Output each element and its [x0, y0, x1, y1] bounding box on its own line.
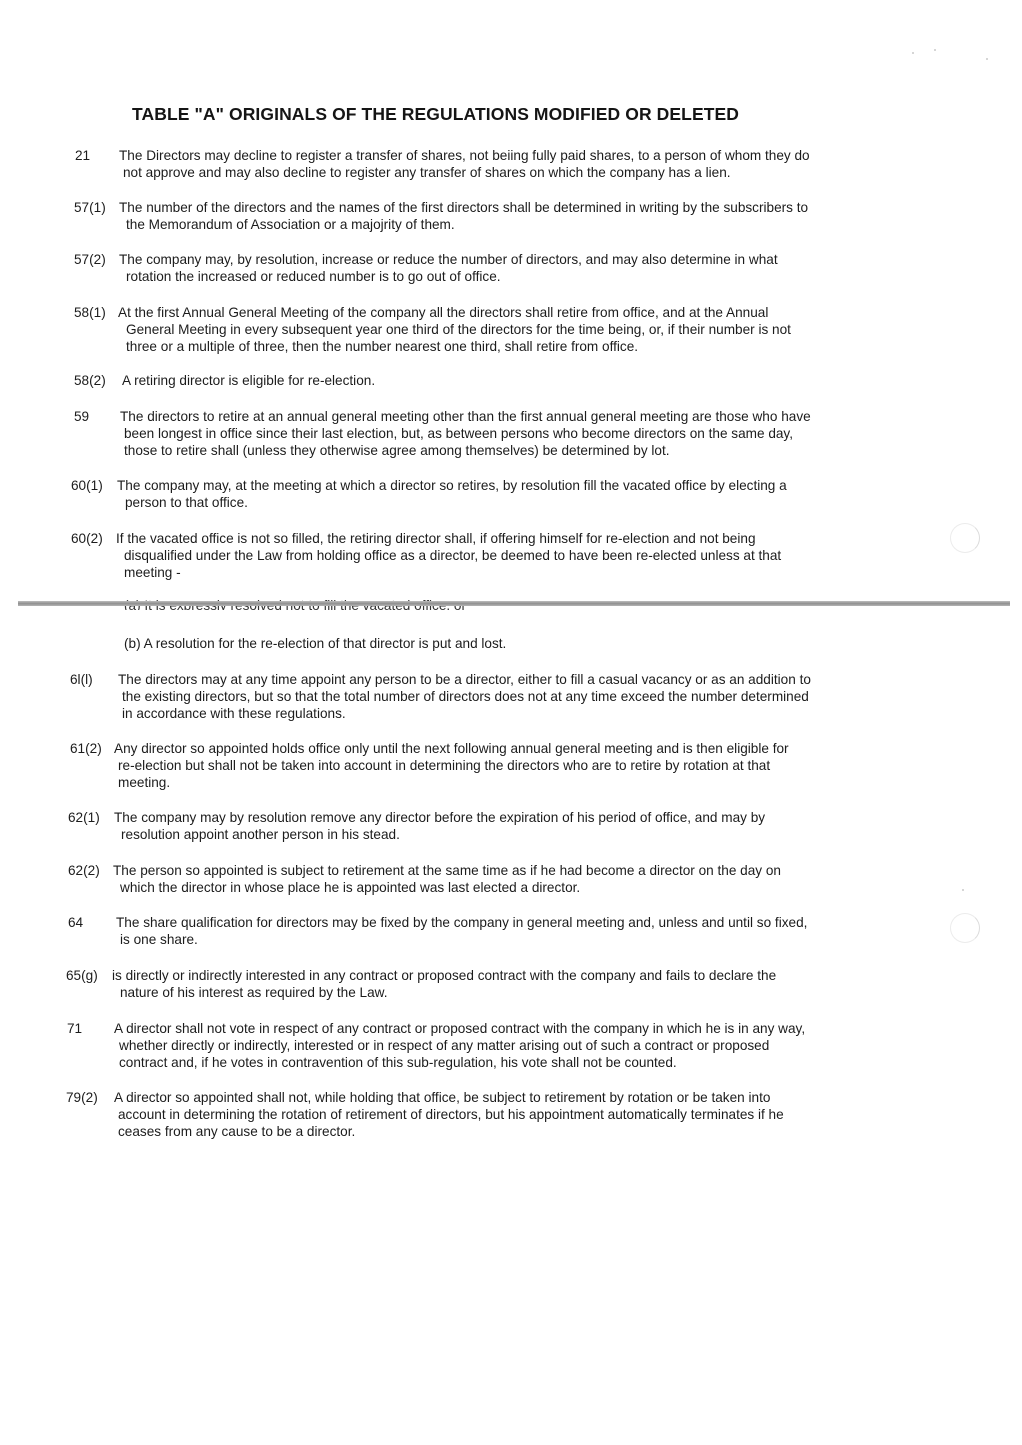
regulation-text: The company may, by resolution, increase or reduce the number of directors, and may also determine in what [119, 252, 778, 267]
regulation-text-continued: been longest in office since their last election, but, as between persons who become directors on the same day, those to retire shall (unless they otherwise agree among themselves) be determined by lot. [124, 426, 794, 458]
regulation-text: The directors may at any time appoint any person to be a director, either to fill a casual vacancy or as an addition to [118, 672, 811, 687]
regulation-text-continued: General Meeting in every subsequent year one third of the directors for the time being, or, if their number is not three or a multiple of three, then the number nearest one third, shall retire from office. [126, 322, 791, 354]
regulation-text-continued: whether directly or indirectly, interested or in respect of any matter arising out of such a contract or proposed contract and, if he votes in contravention of this sub-regulation, his vote shall not be counted. [119, 1038, 770, 1070]
regulation-number: 60(1) [71, 478, 103, 493]
regulation-text: The share qualification for directors may be fixed by the company in general meeting and, unless and until so fixed, [116, 915, 808, 930]
regulation-number: 60(2) [71, 531, 103, 546]
regulation-text: A retiring director is eligible for re-election. [122, 373, 376, 388]
punch-hole-mark [950, 523, 980, 553]
regulation-text: The company may, at the meeting at which a director so retires, by resolution fill the vacated office by electing a [117, 478, 787, 493]
regulation-number: 58(2) [74, 373, 106, 388]
sub-item-b: (b) A resolution for the re-election of that director is put and lost. [124, 636, 507, 651]
regulation-text-continued: resolution appoint another person in his stead. [121, 827, 400, 842]
scan-speck [912, 52, 914, 54]
regulation-number: 62(1) [68, 810, 100, 825]
regulation-text-continued: is one share. [120, 932, 198, 947]
regulation-text: The company may by resolution remove any director before the expiration of his period of office, and may by [114, 810, 766, 825]
scan-artifact-bar [18, 601, 1010, 606]
regulation-number: 61(2) [70, 741, 102, 756]
regulation-number: 57(2) [74, 252, 106, 267]
regulation-number: 71 [67, 1021, 83, 1036]
scan-speck [986, 58, 988, 60]
regulation-number: 79(2) [66, 1090, 98, 1105]
scan-speck [962, 889, 964, 891]
regulation-text: is directly or indirectly interested in any contract or proposed contract with the company and fails to declare the [112, 968, 777, 983]
regulation-text: If the vacated office is not so filled, the retiring director shall, if offering himself for re-election and not being [116, 531, 756, 546]
regulation-text: The number of the directors and the names of the first directors shall be determined in writing by the subscribers to [119, 200, 809, 215]
regulation-text: The directors to retire at an annual general meeting other than the first annual general meeting are those who have [120, 409, 811, 424]
regulation-text-continued: rotation the increased or reduced number is to go out of office. [126, 269, 501, 284]
regulation-text-continued: which the director in whose place he is appointed was last elected a director. [120, 880, 581, 895]
regulation-text: A director so appointed shall not, while holding that office, be subject to retirement by rotation or be taken into [114, 1090, 771, 1105]
regulation-number: 57(1) [74, 200, 106, 215]
regulation-number: 58(1) [74, 305, 106, 320]
scan-speck [934, 49, 936, 51]
regulation-number: 62(2) [68, 863, 100, 878]
regulation-text-continued: disqualified under the Law from holding office as a director, be deemed to have been re-elected unless at that meeting - [124, 548, 782, 580]
regulation-number: 6l(l) [70, 672, 93, 687]
regulation-text: At the first Annual General Meeting of the company all the directors shall retire from office, and at the Annual [118, 305, 769, 320]
regulation-text-continued: not approve and may also decline to register any transfer of shares on which the company has a lien. [123, 165, 731, 180]
regulation-text-continued: re-election but shall not be taken into account in determining the directors who are to retire by rotation at that meeting. [118, 758, 771, 790]
regulation-text: Any director so appointed holds office only until the next following annual general meeting and is then eligible for [114, 741, 789, 756]
regulation-text: The Directors may decline to register a transfer of shares, not beiing fully paid shares, to a person of whom they do [119, 148, 810, 163]
regulation-text-continued: account in determining the rotation of retirement of directors, but his appointment automatically terminates if he ceases from any cause to be a director. [118, 1107, 784, 1139]
regulation-number: 59 [74, 409, 90, 424]
punch-hole-mark [950, 913, 980, 943]
regulation-text: A director shall not vote in respect of any contract or proposed contract with the company in which he is in any way, [114, 1021, 806, 1036]
regulation-text-continued: nature of his interest as required by the Law. [120, 985, 388, 1000]
page-title: TABLE "A" ORIGINALS OF THE REGULATIONS MODIFIED OR DELETED [132, 104, 740, 124]
regulation-text-continued: person to that office. [125, 495, 248, 510]
regulation-text: The person so appointed is subject to retirement at the same time as if he had become a director on the day on [113, 863, 781, 878]
regulation-number: 64 [68, 915, 84, 930]
regulation-number: 65(g) [66, 968, 98, 983]
regulation-number: 21 [75, 148, 91, 163]
regulation-text-continued: the Memorandum of Association or a majojrity of them. [126, 217, 455, 232]
regulation-text-continued: the existing directors, but so that the total number of directors does not at any time exceed the number determined in accordance with these regulations. [122, 689, 809, 721]
